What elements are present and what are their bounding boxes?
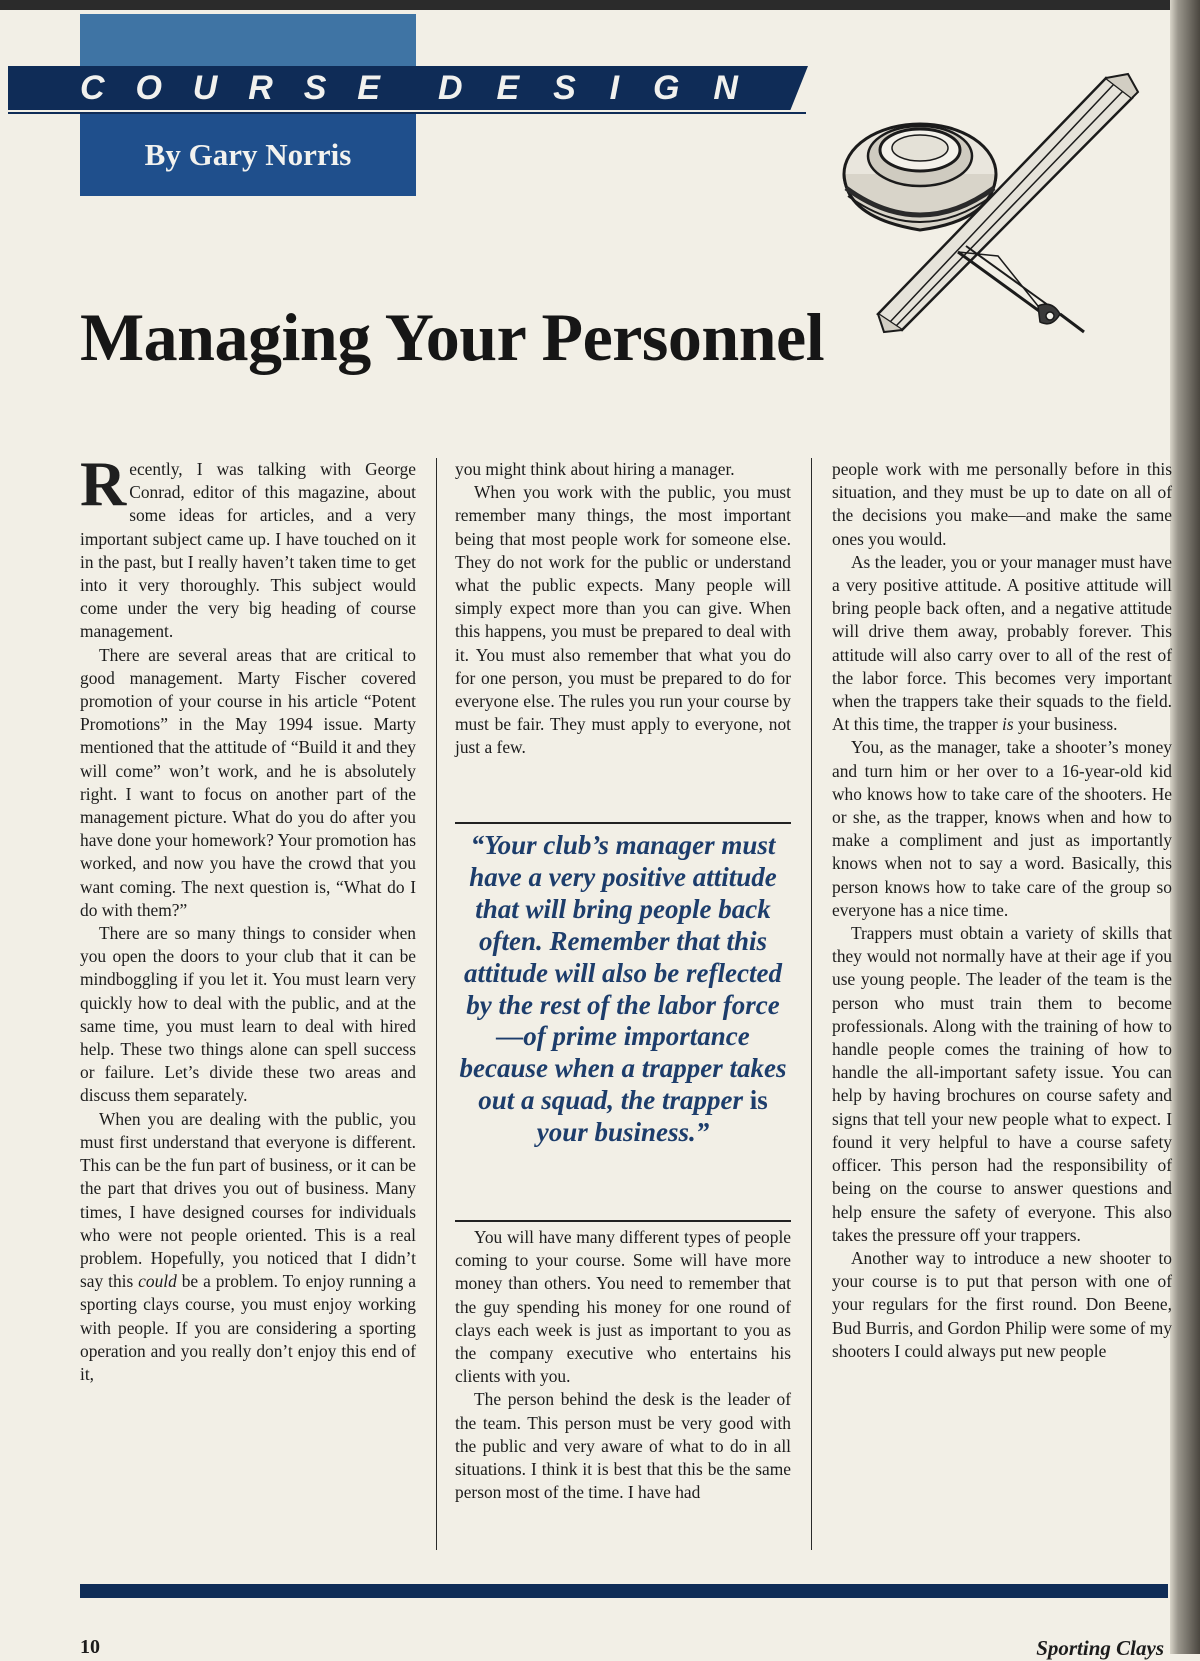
- paragraph: You, as the manager, take a shooter’s money and turn him or her over to a 16-year-old kid who knows how to take care of the shooters. He or she, as the trapper, knows when and how to make a compliment and just as importantly knows when not to say a word. Basically, this person knows how to take care of the group so everyone has a nice time.: [832, 737, 1172, 920]
- article-headline: Managing Your Personnel: [80, 299, 825, 375]
- pullquote-text: your business.”: [536, 1117, 710, 1148]
- pullquote: [455, 830, 791, 1149]
- clay-target-illustration: [838, 70, 1168, 370]
- magazine-name: Sporting Clays: [1036, 1636, 1164, 1660]
- pullquote-rule-top: [455, 822, 791, 824]
- paragraph: [80, 448, 416, 644]
- pullquote-text: “Your club’s manager must have a very positive attitude that will bring people back often. Remember that this attitude will also be reflected by the rest of the labor force—of prime importance because when a trapper takes out a squad, the trapper: [459, 830, 787, 1116]
- paragraph-text: your business.: [1013, 714, 1118, 735]
- paragraph: Another way to introduce a new shooter to your course is to put that person with one of your regulars for the first round. Don Beene, Bud Burris, and Gordon Philip were some of my shooters I could always put new people: [832, 1247, 1172, 1361]
- article-column-3: [832, 458, 1172, 1363]
- paragraph-text: be a problem. To enjoy running a sporting clays course, you must enjoy working with people. If you are considering a sporting operation and you really don’t enjoy this end of it,: [80, 1271, 416, 1384]
- column-rule: [811, 458, 812, 1550]
- paragraph: You will have many different types of people coming to your course. Some will have more money than others. You need to remember that the guy spending his money for one round of clays each week is just as important to you as the company executive who entertains his clients with you.: [455, 1227, 791, 1387]
- paragraph: you might think about hiring a manager.: [455, 459, 735, 479]
- page-number: 10: [80, 1636, 100, 1658]
- paragraph: Trappers must obtain a variety of skills that they would not normally have at their age if you use young people. The leader of the team is the person who must train them to become professionals. Along with the training of how to handle people comes the training of how to handle the all-important safety issue. You can help by having brochures on course safety and signs that tell your new people what to expect. I found it very helpful to have a course safety officer. This person had the responsibility of being on the course to answer questions and help ensure the safety of everyone. This also takes the pressure off your trappers.: [832, 923, 1172, 1245]
- article-column-1: [80, 448, 416, 1386]
- paragraph: people work with me personally before in this situation, and they must be up to date on all of the decisions you make—and make the same ones you would.: [832, 459, 1172, 549]
- section-word-design: D E S I G N: [438, 68, 738, 107]
- byline-box: [80, 114, 416, 196]
- article-column-2-upper: [455, 458, 791, 760]
- paragraph: There are several areas that are critical to good management. Marty Fischer covered promotion of your course in his article “Potent Promotions” in the May 1994 issue. Marty mentioned that the attitude of “Build it and they will come” won’t work, and he is absolutely right. I want to focus on another part of the management picture. What do you do after you have done your homework? Your promotion has worked, and now you have the crowd that you want coming. The next question is, “What do I do with them?”: [80, 644, 416, 920]
- paragraph-text: As the leader, you or your manager must have a very positive attitude. A positive attitude will bring people back often, and a negative attitude will drive them away, probably forever. This attitude will also carry over to all of the rest of the labor force. This becomes very important when the trappers take their squads to the field. At this time, the trapper: [832, 551, 1172, 735]
- article-column-2-lower: [455, 1226, 791, 1504]
- emphasis-text: is: [1002, 714, 1014, 735]
- emphasis-text: could: [138, 1271, 177, 1292]
- drop-cap: R: [80, 448, 127, 519]
- paragraph-text: When you are dealing with the public, you must first understand that everyone is different. This can be the fun part of business, or it can be the part that drives you out of business. Many times, I have designed courses for individuals who were not people oriented. This is a real problem. Hopefully, you noticed that I didn’t say this: [80, 1108, 416, 1292]
- paragraph: [832, 551, 1172, 737]
- paragraph: The person behind the desk is the leader of the team. This person must be very good with the public and very aware of what to do in all situations. I think it is best that this be the same person most of the time. I have had: [455, 1389, 791, 1503]
- banner-accent-block: [80, 14, 416, 68]
- page-top-edge: [0, 0, 1200, 10]
- paragraph: There are so many things to consider when you open the doors to your club that it can be mindboggling if you let it. You must learn very quickly how to deal with the public, and at the same time, you must learn to deal with hired help. These two things alone can spell success or failure. Let’s divide these two areas and discuss them separately.: [80, 923, 416, 1106]
- paragraph: [80, 1108, 416, 1386]
- pullquote-rule-bottom: [455, 1220, 791, 1222]
- footer-rule: [80, 1584, 1168, 1598]
- byline: By Gary Norris: [144, 137, 352, 172]
- section-label: [8, 66, 788, 110]
- page-right-edge: [1170, 0, 1200, 1654]
- section-word-course: C O U R S E: [80, 68, 380, 107]
- paragraph: When you work with the public, you must remember many things, the most important being that most people work for someone else. They do not work for the public or understand what the public expects. Many people will simply expect more than you can give. When this happens, you must be prepared to deal with it. You must also remember that what you do for one person, you must be prepared to do for everyone else. The rules you run your course by must be fair. They must apply to everyone, not just a few.: [455, 482, 791, 758]
- column-rule: [436, 458, 437, 1550]
- pullquote-emphasis: is: [749, 1085, 768, 1116]
- paragraph-text: ecently, I was talking with George Conrad, editor of this magazine, about some ideas for articles, and a very important subject came up. I have touched on it in the past, but I really haven’t taken time to get into it very thoroughly. This subject would come under the very big heading of course management.: [80, 459, 416, 642]
